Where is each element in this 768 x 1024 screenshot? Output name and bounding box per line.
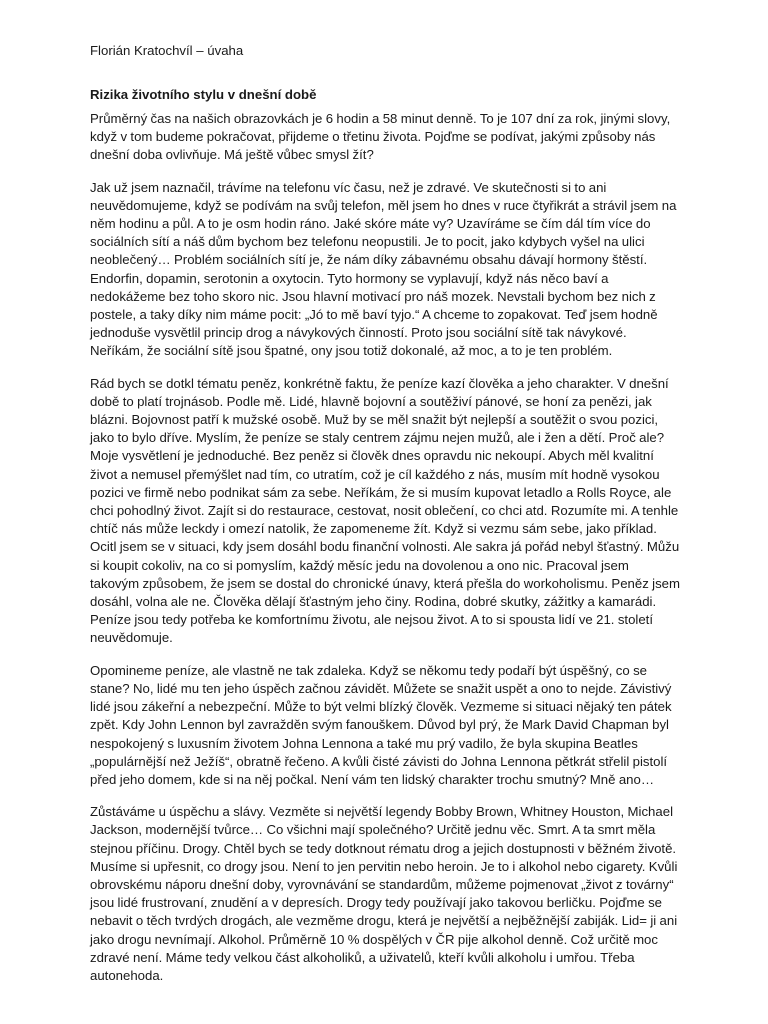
paragraph-2: Jak už jsem naznačil, trávíme na telefonu víc času, než je zdravé. Ve skutečnosti si to ani neuvědomujeme, když se podívám na svůj telefon, měl jsem ho dnes v ruce čtyřikrát a strávil jsem na něm hodinu a půl. A to je osm hodin ráno. Jaké skóre máte vy? Uzavíráme se čím dál tím více do sociálních sítí a náš dům bychom bez telefonu neopustili. Je to pocit, jako kdybych vyšel na ulici neoblečený… Problém sociálních sítí je, že nám díky zábavnému obsahu dávají hormony štěstí. Endorfin, dopamin, serotonin a oxytocin. Tyto hormony se vyplavují, když nás něco baví a nedokážeme bez toho skoro nic. Jsou hlavní motivací pro náš mozek. Nevstali bychom bez nich z postele, a taky díky nim máme pocit: „Jó to mě baví tyjo.“ A chceme to zopakovat. Teď jsem hodně jednoduše vysvětlil princip drog a návykových činností. Proto jsou sociální sítě tak návykové. Neříkám, že sociální sítě jsou špatné, ony jsou totiž dokonalé, až moc, a to je ten problém. — [90, 179, 677, 359]
paragraph-1: Průměrný čas na našich obrazovkách je 6 hodin a 58 minut denně. To je 107 dní za rok, jinými slovy, když v tom budeme pokračovat, přijdeme o třetinu života. Pojďme se podívat, jakými způsoby nás dnešní doba ovlivňuje. Má ještě vůbec smysl žít? — [90, 111, 671, 163]
paragraph-5: Zůstáváme u úspěchu a slávy. Vezměte si největší legendy Bobby Brown, Whitney Houston, Michael Jackson, modernější tvůrce… Co všichni mají společného? Určitě jednu věc. Smrt. A ta smrt měla stejnou příčinu. Drogy. Chtěl bych se tedy dotknout rématu drog a jejich dostupnosti v běžném životě. Musíme si upřesnit, co drogy jsou. Není to jen pervitin nebo heroin. Je to i alkohol nebo cigarety. Kvůli obrovskému náporu dnešní doby, vyrovnávání se standardům, můžeme pojmenovat „život z továrny“ jsou lidé frustrovaní, znudění a v depresích. Drogy tedy používají jako takovou berličku. Pojďme se nebavit o těch tvrdých drogách, ale vezměme drogu, která je největší a nejběžnější zabiják. Lid= ji ani jako drogu nevnímají. Alkohol. Průměrně 10 % dospělých v ČR pije alkohol denně. Což určitě moc zdravé není. Máme tedy velkou část alkoholiků, a uživatelů, kteří kvůli alkoholu i umřou. Třeba autonehoda. — [90, 804, 678, 983]
document-title: Rizika životního stylu v dnešní době — [90, 87, 317, 102]
paragraph-4: Opomineme peníze, ale vlastně ne tak zdaleka. Když se někomu tedy podaří být úspěšný, co se stane? No, lidé mu ten jeho úspěch začnou závidět. Můžete se snažit uspět a ono to nejde. Závistivý lidé jsou zákeřní a nebezpeční. Může to být velmi blízký člověk. Vezmeme si situaci nějaký ten pátek zpět. Kdy John Lennon byl zavražděn svým fanouškem. Důvod byl prý, že Mark David Chapman byl nespokojený s luxusním životem Johna Lennona a také mu prý vadilo, že byla skupina Beatles „populárnější než Ježíš“, obratně řečeno. A kvůli čisté závisti do Johna Lennona pětkrát střelil pistolí před jeho domem, kde si na něj počkal. Není vám ten lidský charakter trochu smutný? Mně ano… — [90, 662, 672, 787]
paragraph-3: Rád bych se dotkl tématu peněz, konkrétně faktu, že peníze kazí člověka a jeho charakter. V dnešní době to platí trojnásob. Podle mě. Lidé, hlavně bojovní a soutěživí pánové, se honí za penězi, jak blázni. Bojovnost patří k mužské osobě. Muž by se měl snažit být nejlepší a soutěžit o svou pozici, jako to bylo dříve. Myslím, že peníze se staly centrem zájmu nejen mužů, ale i žen a dětí. Proč ale? Moje vysvětlení je jednoduché. Bez peněz si člověk dnes opravdu nic nekoupí. Abych měl kvalitní život a nemusel přemýšlet nad tím, co utratím, což je cíl každého z nás, musím mít hodně vysokou pozici ve firmě nebo podnikat sám za sebe. Neříkám, že si musím kupovat letadlo a Rolls Royce, ale chci pohodlný život. Zajít si do restaurace, cestovat, nosit oblečení, co chci atd. Rozumíte mi. A tenhle chtíč nás může leckdy i omezí natolik, že zapomeneme žít. Když si vezmu sám sebe, jako příklad. Ocitl jsem se v situaci, kdy jsem dosáhl bodu finanční volnosti. Ale sakra já pořád nebyl šťastný. Můžu si koupit cokoliv, na co si pomyslím, každý měsíc jedu na dovolenou a ono nic. Pracoval jsem takovým způsobem, že jsem se dostal do chronické únavy, která přešla do workoholismu. Peněz jsem dosáhl, volna ale ne. Člověka dělají šťastným jeho činy. Rodina, dobré skutky, zážitky a kamarádi. Peníze jsou tedy potřeba ke komfortnímu životu, ale nejsou život. A to si spousta lidí ve 21. století neuvědomuje. — [90, 375, 680, 646]
author-line: Florián Kratochvíl – úvaha — [90, 43, 244, 58]
